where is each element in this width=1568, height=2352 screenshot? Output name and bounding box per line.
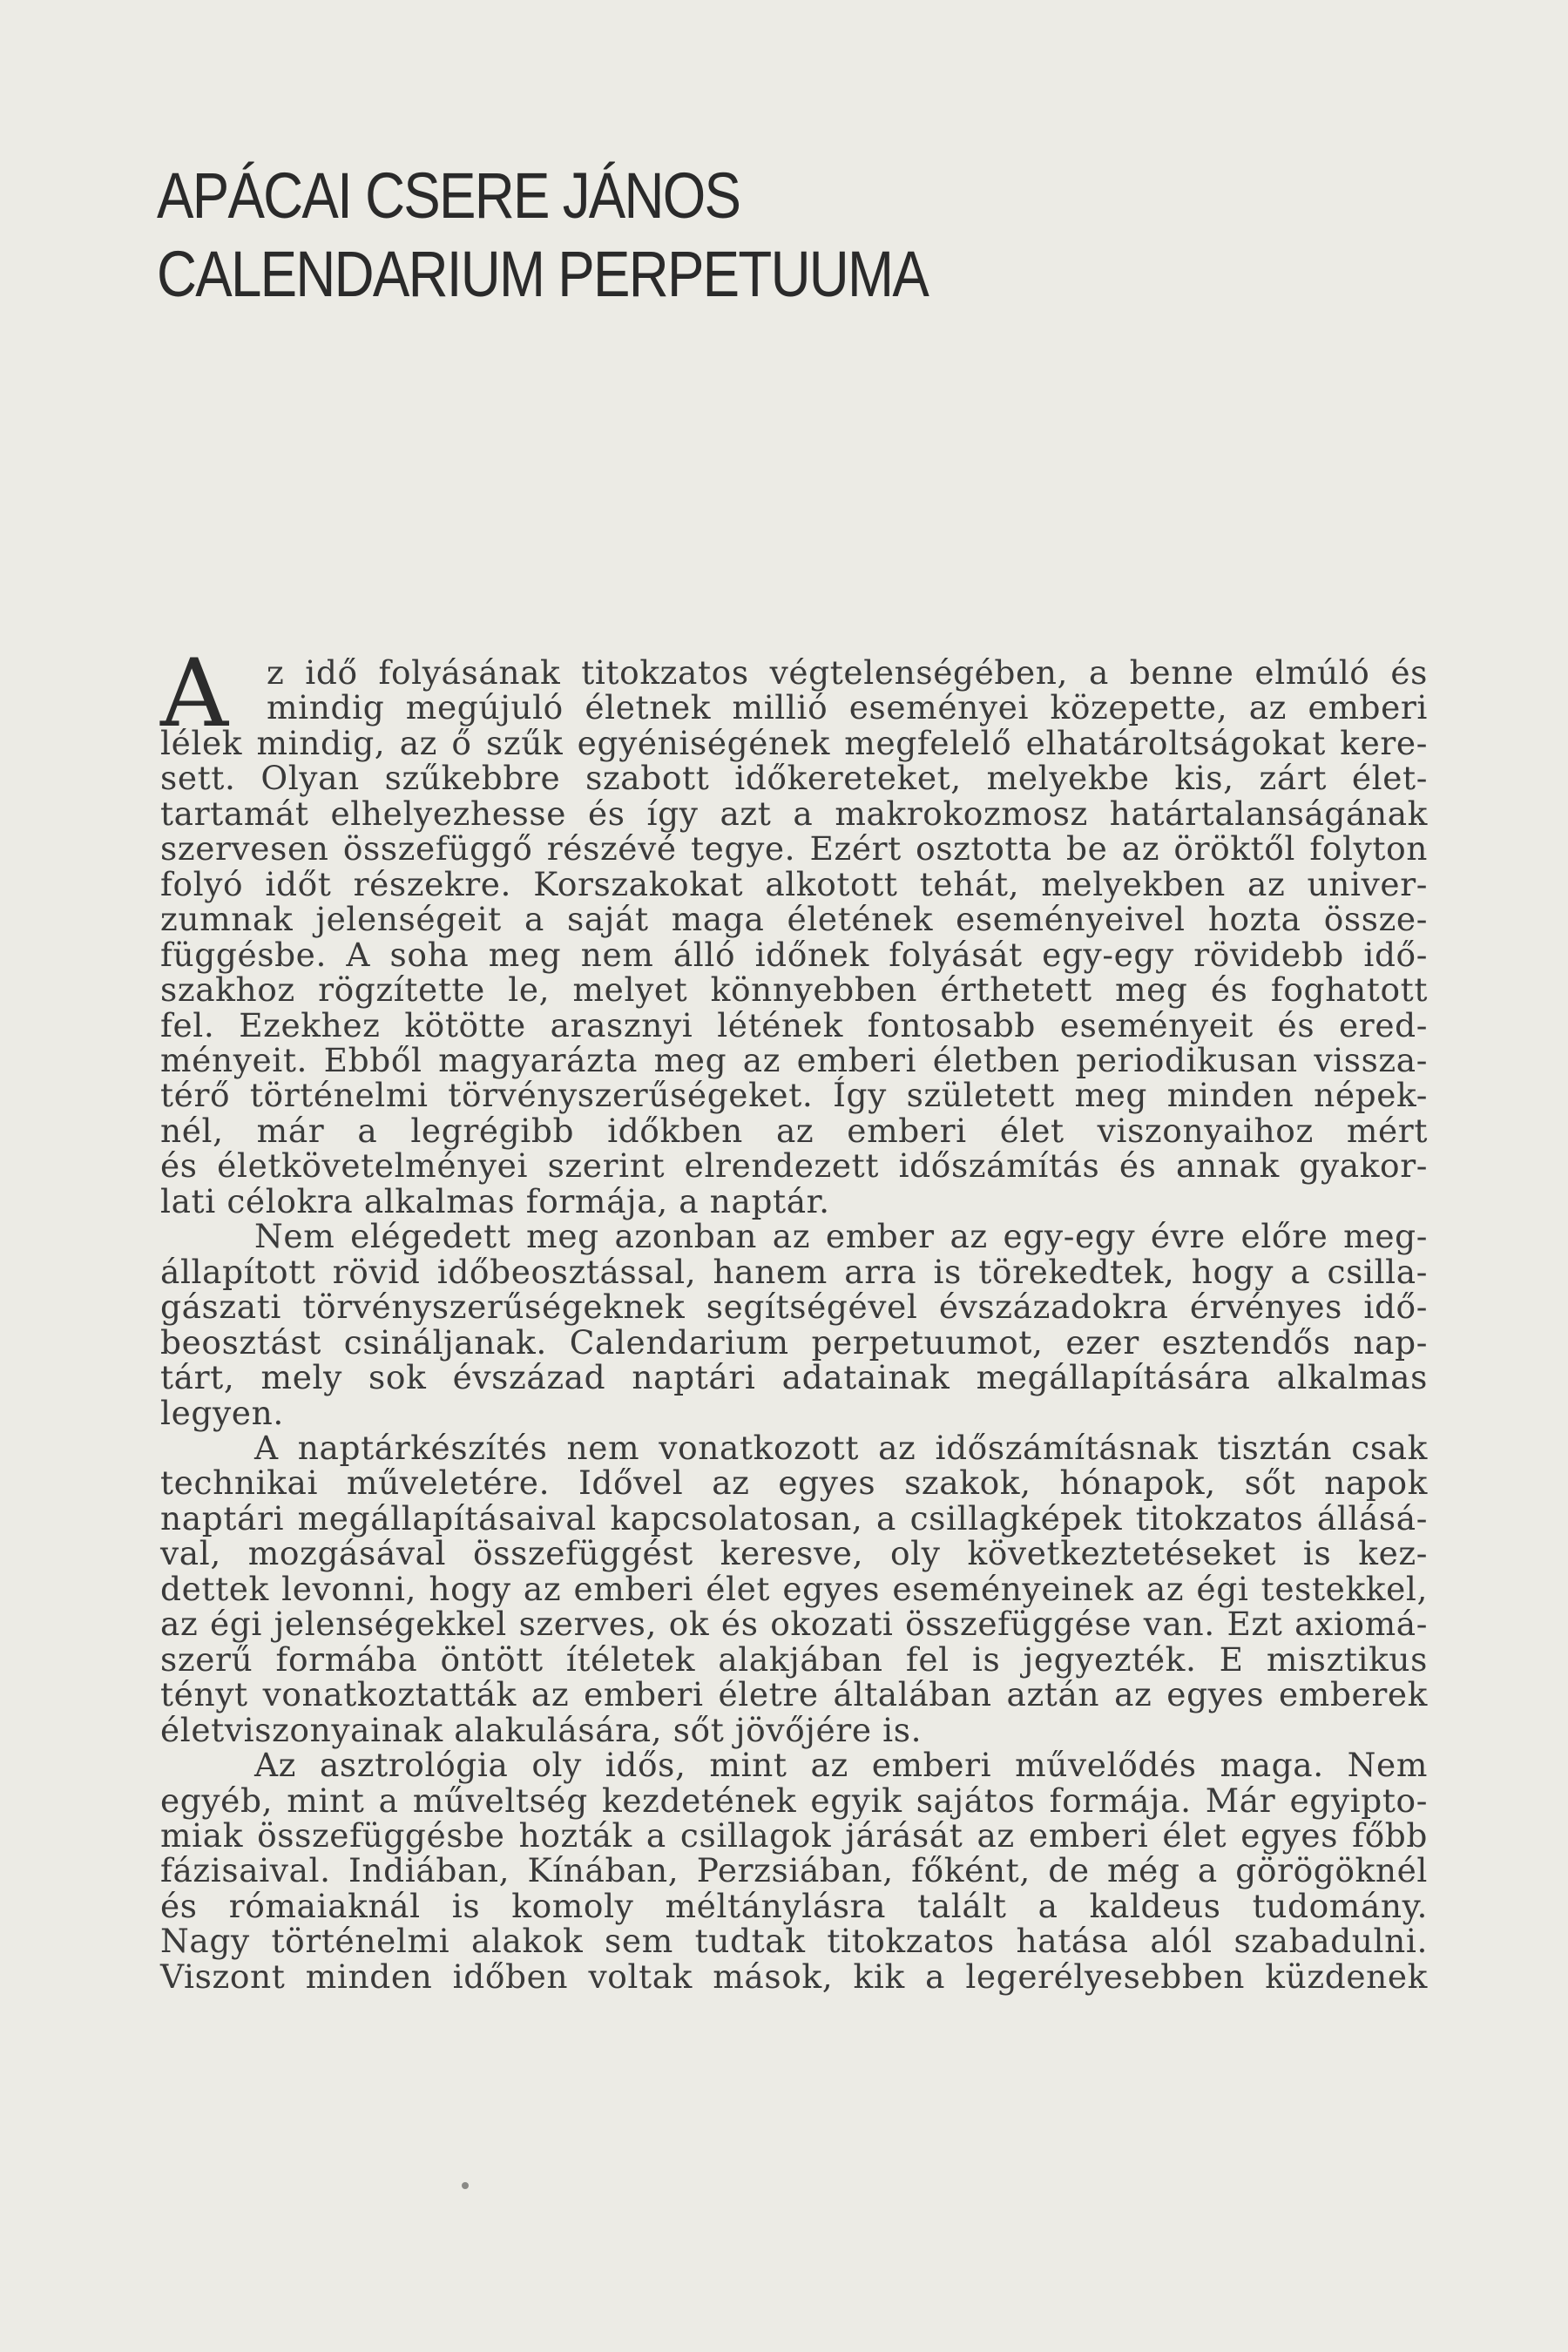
text-line: folyó időt részekre. Korszakokat alkotott tehát, melyekben az univer- — [160, 864, 1428, 903]
text-line: sett. Olyan szűkebbre szabott időkereteket, melyekbe kis, zárt élet- — [160, 759, 1428, 798]
text-line: térő történelmi törvényszerűségeket. Így született meg minden népek- — [160, 1076, 1428, 1115]
text-line: függésbe. A soha meg nem álló időnek folyását egy-egy rövidebb idő- — [160, 935, 1428, 974]
text-line: Nagy történelmi alakok sem tudtak titokzatos hatása alól szabadulni. — [160, 1922, 1428, 1961]
text-line: szerű formába öntött ítéletek alakjában fel is jegyezték. E misztikus — [160, 1639, 1428, 1679]
text-line: fázisaival. Indiában, Kínában, Perzsiában, főként, de még a görögöknél — [160, 1851, 1428, 1890]
text-line: tényt vonatkoztatták az emberi életre általában aztán az egyes emberek — [160, 1675, 1428, 1714]
text-line: nél, már a legrégibb időkben az emberi élet viszonyaihoz mért — [160, 1111, 1428, 1150]
text-line: egyéb, mint a műveltség kezdetének egyik sajátos formája. Már egyipto- — [160, 1781, 1428, 1820]
text-line: és rómaiaknál is komoly méltánylásra talált a kaldeus tudomány. — [160, 1886, 1428, 1925]
text-line: tartamát elhelyezhesse és így azt a makrokozmosz határtalanságának — [160, 794, 1428, 833]
text-line: lélek mindig, az ő szűk egyéniségének megfelelő elhatároltságokat kere- — [160, 723, 1428, 762]
text-line: Viszont minden időben voltak mások, kik a legerélyesebben küzdenek — [160, 1957, 1428, 1996]
text-line: technikai műveletére. Idővel az egyes szakok, hónapok, sőt napok — [160, 1463, 1428, 1503]
text-line: életviszonyainak alakulására, sőt jövőjére is. — [160, 1710, 923, 1749]
text-line: az égi jelenségekkel szerves, ok és okozati összefüggése van. Ezt axiomá- — [160, 1605, 1428, 1644]
text-line: Az asztrológia oly idős, mint az emberi művelődés maga. Nem — [254, 1746, 1428, 1785]
text-line: miak összefüggésbe hozták a csillagok járását az emberi élet egyes főbb — [160, 1815, 1428, 1855]
text-line: ményeit. Ebből magyarázta meg az emberi életben periodikusan vissza- — [160, 1040, 1428, 1079]
drop-cap: A — [160, 639, 229, 748]
text-line: fel. Ezekhez kötötte arasznyi létének fontosabb eseményeit és ered- — [160, 1005, 1428, 1044]
text-line: állapított rövid időbeosztással, hanem arra is törekedtek, hogy a csilla- — [160, 1252, 1428, 1291]
article-title — [157, 157, 1206, 314]
text-line: Nem elégedett meg azonban az ember az egy-egy évre előre meg- — [254, 1217, 1428, 1256]
text-line: dettek levonni, hogy az emberi élet egyes eseményeinek az égi testekkel, — [160, 1569, 1428, 1608]
title-line-1: APÁCAI CSERE JÁNOS — [157, 159, 740, 232]
text-line: zumnak jelenségeit a saját maga életének eseményeivel hozta össze- — [160, 900, 1428, 939]
text-line: beosztást csináljanak. Calendarium perpetuumot, ezer esztendős nap- — [160, 1322, 1428, 1362]
page-mark — [462, 2182, 469, 2189]
text-line: val, mozgásával összefüggést keresve, oly következtetéseket is kez- — [160, 1534, 1428, 1573]
text-line: szakhoz rögzítette le, melyet könnyebben érthetett meg és foghatott — [160, 970, 1428, 1010]
text-line: legyen. — [160, 1393, 284, 1432]
text-line: gászati törvényszerűségeknek segítségével évszázadokra érvényes idő- — [160, 1288, 1428, 1327]
article-body — [160, 639, 1428, 1996]
title-line-2: CALENDARIUM PERPETUUMA — [157, 238, 929, 310]
text-line: mindig megújuló életnek millió eseményei közepette, az emberi — [267, 688, 1428, 727]
text-line: és életkövetelményei szerint elrendezett időszámítás és annak gyakor- — [160, 1146, 1428, 1186]
text-line: naptári megállapításaival kapcsolatosan, a csillagképek titokzatos állásá- — [160, 1498, 1428, 1538]
text-line: szervesen összefüggő részévé tegye. Ezért osztotta be az öröktől folyton — [160, 829, 1428, 868]
text-line: lati célokra alkalmas formája, a naptár. — [160, 1181, 830, 1220]
text-line: A naptárkészítés nem vonatkozott az időszámításnak tisztán csak — [254, 1428, 1428, 1467]
text-line: z idő folyásának titokzatos végtelenségében, a benne elmúló és — [267, 653, 1428, 692]
text-line: tárt, mely sok évszázad naptári adatainak megállapítására alkalmas — [160, 1358, 1428, 1397]
